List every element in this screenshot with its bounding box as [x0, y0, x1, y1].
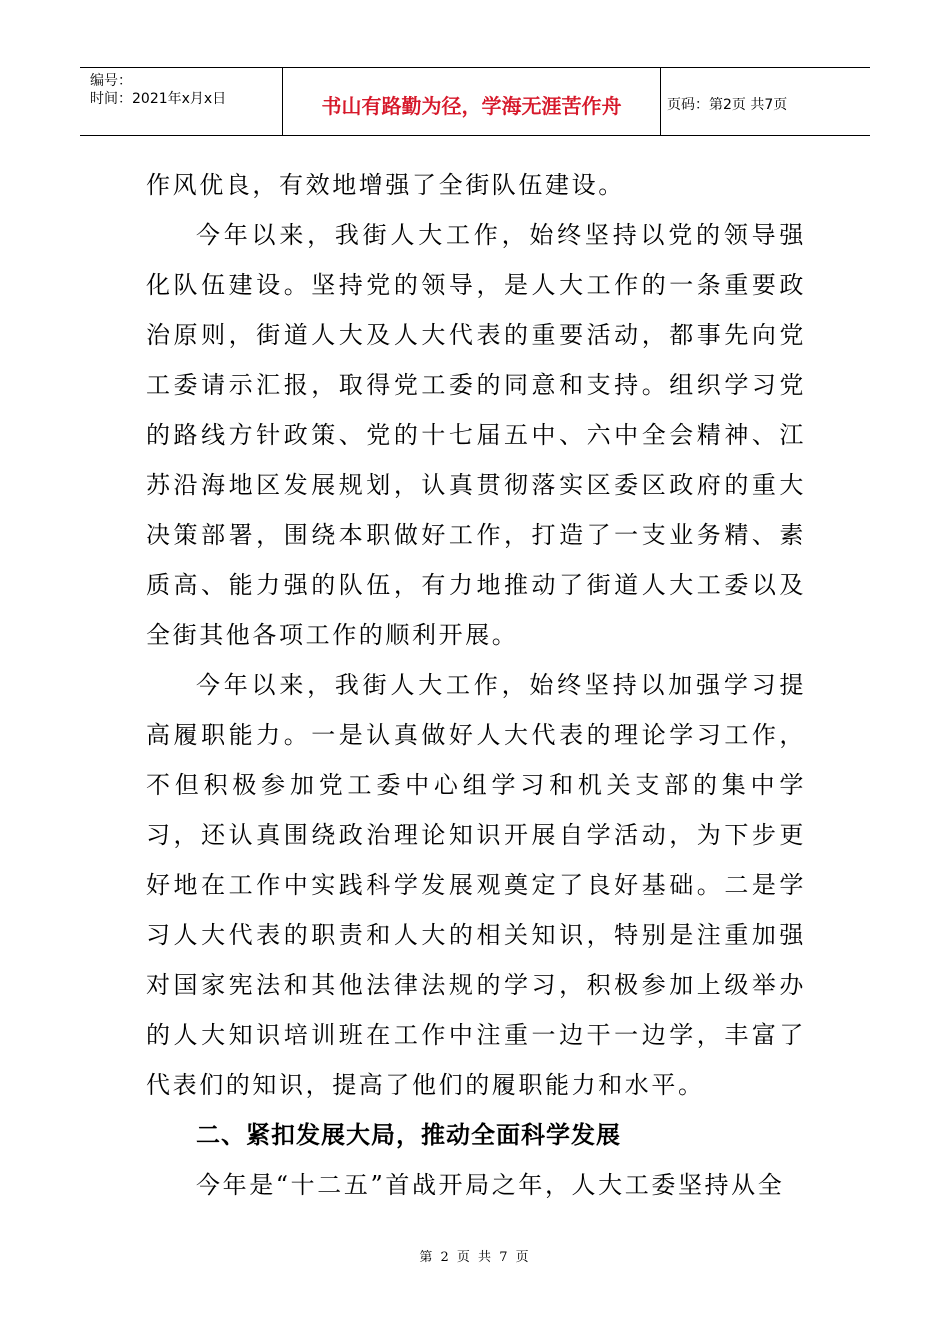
page-header — [80, 67, 870, 136]
header-motto: 书山有路勤为径，学海无涯苦作舟 — [283, 68, 661, 135]
document-number-label: 编号： — [90, 73, 132, 89]
paragraph-1: 作风优良，有效地增强了全街队伍建设。 — [146, 171, 625, 199]
section-heading: 二、紧扣发展大局，推动全面科学发展 — [196, 1121, 621, 1149]
document-time-label: 时间：2021年x月x日 — [90, 91, 227, 107]
paragraph-3: 今年以来，我街人大工作，始终坚持以加强学习提高履职能力。一是认真做好人大代表的理论学习工作，不但积极参加党工委中心组学习和机关支部的集中学习，还认真围绕政治理论知识开展自学活动，为下步更好地在工作中实践科学发展观奠定了良好基础。二是学习人大代表的职责和人大的相关知识，特别是注重加强对国家宪法和其他法律法规的学习，积极参加上级举办的人大知识培训班在工作中注重一边干一边学，丰富了代表们的知识，提高了他们的履职能力和水平。 — [146, 671, 806, 1099]
page-footer: 第 2 页 共 7 页 — [419, 1250, 531, 1265]
paragraph-2: 今年以来，我街人大工作，始终坚持以党的领导强化队伍建设。坚持党的领导，是人大工作的一条重要政治原则，街道人大及人大代表的重要活动，都事先向党工委请示汇报，取得党工委的同意和支持。组织学习党的路线方针政策、党的十七届五中、六中全会精神、江苏沿海地区发展规划，认真贯彻落实区委区政府的重大决策部署，围绕本职做好工作，打造了一支业务精、素质高、能力强的队伍，有力地推动了街道人大工委以及全街其他各项工作的顺利开展。 — [146, 221, 806, 649]
header-meta-cell — [80, 68, 283, 135]
paragraph-4: 今年是“十二五”首战开局之年，人大工委坚持从全 — [196, 1171, 785, 1199]
document-body — [146, 160, 806, 1210]
header-page-number: 页码：第2页 共7页 — [667, 96, 788, 113]
